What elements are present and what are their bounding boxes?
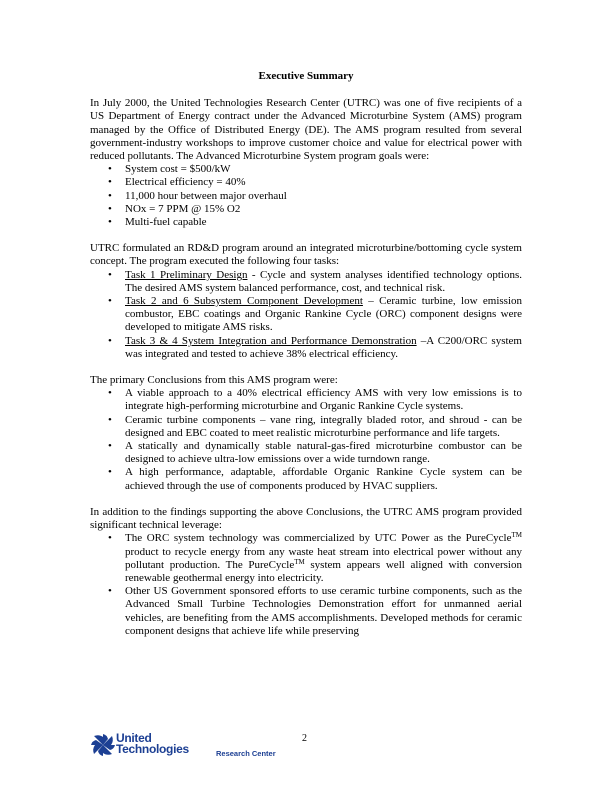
- list-item: • Multi-fuel capable: [125, 216, 522, 229]
- pinwheel-icon: [90, 733, 116, 757]
- list-item: • A viable approach to a 40% electrical efficiency AMS with very low emissions is to integrate high-performing microturbine and Organic Rankine Cycle systems.: [125, 387, 522, 413]
- tasks-list: [90, 269, 522, 361]
- trademark: TM: [294, 557, 305, 566]
- task-name: Task 1 Preliminary Design: [125, 268, 248, 281]
- logo-wordmark: [116, 733, 189, 755]
- conclusions-list: [90, 387, 522, 493]
- research-center-label: Research Center: [216, 749, 276, 758]
- list-item: • Electrical efficiency = 40%: [125, 176, 522, 189]
- page-number: 2: [302, 733, 307, 744]
- text-run: product to recycle energy from any waste heat stream into electrical power without any pollutant production. The PureCycle: [125, 545, 522, 571]
- task-description: – Ceramic turbine, low emission combustor, EBC coatings and Organic Rankine Cycle (ORC) component designs were developed to mitigate AMS risks.: [125, 295, 522, 334]
- task-name: Task 2 and 6 Subsystem Component Development: [125, 295, 363, 308]
- logo-line-2: Technologies: [116, 742, 189, 756]
- page-footer: [90, 733, 522, 763]
- page-title: Executive Summary: [258, 70, 354, 82]
- list-item: [125, 532, 522, 585]
- list-item: • Other US Government sponsored efforts to use ceramic turbine components, such as the Advanced Small Turbine Technologies Demonstration effort for unmanned aerial vehicles, are benefiting from the AMS accomplishments. Developed methods for ceramic component designs that achieve life while preserving: [125, 585, 522, 638]
- list-item: [125, 335, 522, 361]
- list-item: • 11,000 hour between major overhaul: [125, 190, 522, 203]
- list-item: • System cost = $500/kW: [125, 163, 522, 176]
- leverage-list: [90, 532, 522, 638]
- logo-line-1: United: [116, 731, 152, 745]
- list-item: • Ceramic turbine components – vane ring, integrally bladed rotor, and shroud - can be designed and EBC coated to meet realistic microturbine performance and life targets.: [125, 414, 522, 440]
- document-page: [90, 70, 522, 638]
- goals-list: [90, 163, 522, 229]
- leverage-paragraph: In addition to the findings supporting the above Conclusions, the UTRC AMS program provided significant technical leverage:: [90, 505, 522, 532]
- conclusions-paragraph: The primary Conclusions from this AMS program were:: [90, 374, 338, 387]
- program-paragraph: UTRC formulated an RD&D program around an integrated microturbine/bottoming cycle system concept. The program executed the following four tasks:: [90, 242, 522, 268]
- intro-paragraph: In July 2000, the United Technologies Research Center (UTRC) was one of five recipients of a US Department of Energy contract under the Advanced Microturbine System (AMS) program managed by the Office of Distributed Energy (DE). The AMS program resulted from several government-industry workshops to improve customer choice and value for electrical power with reduced pollutants. The Advanced Microturbine System program goals were:: [90, 97, 522, 163]
- task-description: –A C200/ORC system was integrated and tested to achieve 38% electrical efficiency.: [125, 334, 522, 360]
- text-run: The ORC system technology was commercialized by UTC Power as the PureCycle: [125, 532, 512, 545]
- united-technologies-logo: [90, 733, 210, 761]
- list-item: [125, 269, 522, 295]
- task-description: - Cycle and system analyses identified technology options. The desired AMS system balanced performance, cost, and technical risk.: [125, 268, 522, 294]
- list-item: • A statically and dynamically stable natural-gas-fired microturbine combustor can be designed to achieve ultra-low emissions over a wide turndown range.: [125, 440, 522, 466]
- text-run: system appears well aligned with conversion renewable geothermal energy into electricity.: [125, 558, 522, 584]
- list-item: • A high performance, adaptable, affordable Organic Rankine Cycle system can be achieved through the use of components produced by HVAC suppliers.: [125, 466, 522, 492]
- trademark: TM: [511, 531, 522, 540]
- task-name: Task 3 & 4 System Integration and Performance Demonstration: [125, 334, 417, 347]
- list-item: • NOx = 7 PPM @ 15% O2: [125, 203, 522, 216]
- list-item: [125, 295, 522, 335]
